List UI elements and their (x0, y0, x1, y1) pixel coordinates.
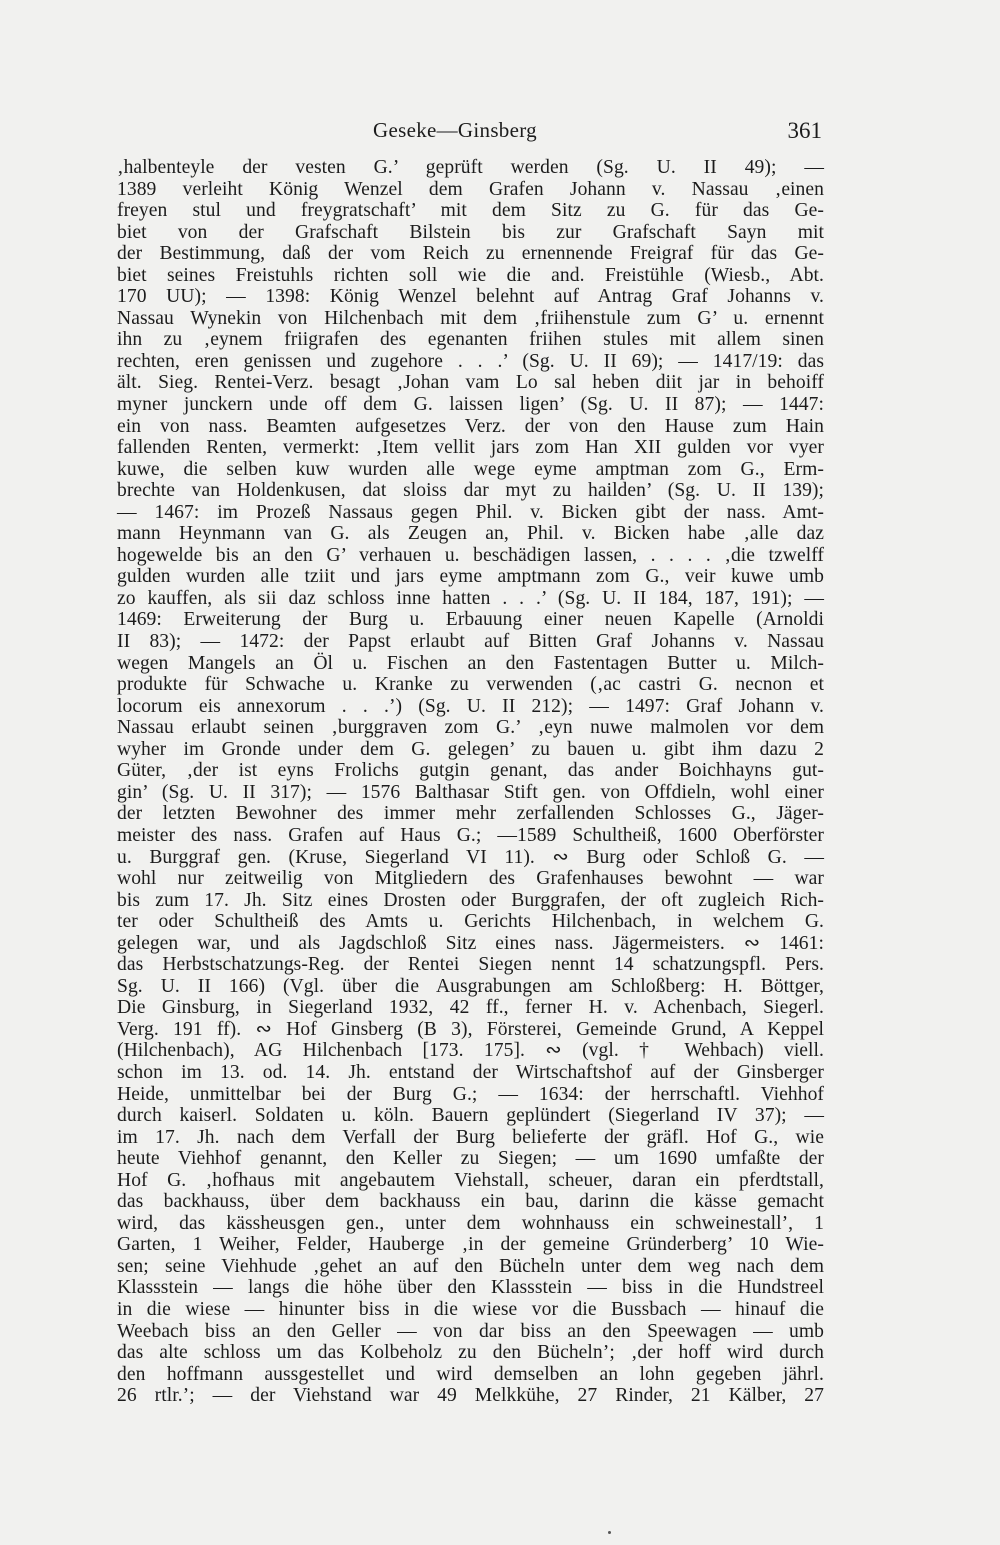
text-line: kuwe, die selben kuw wurden alle wege eyme amptman zom G., Erm- (117, 458, 824, 480)
page-number: 361 (787, 118, 822, 143)
text-line: 170 UU); — 1398: König Wenzel belehnt auf Antrag Graf Johanns v. (117, 286, 824, 308)
text-line: 26 rtlr.’; — der Viehstand war 49 Melkkühe, 27 Rinder, 21 Kälber, 27 (117, 1385, 824, 1407)
text-line: Hof G. ‚hofhaus mit angebautem Viehstall, scheuer, daran ein pferdtstall, (117, 1169, 824, 1191)
text-line: schon im 13. od. 14. Jh. entstand der Wirtschaftshof auf der Ginsberger (117, 1061, 824, 1083)
text-line: heute Viehhof genannt, den Keller zu Siegen; — um 1690 umfaßte der (117, 1148, 824, 1170)
text-line: Nassau erlaubt seinen ‚burggraven zom G.’ ‚eyn nuwe malmolen vor dem (117, 717, 824, 739)
text-line: mann Heynmann van G. als Zeugen an, Phil. v. Bicken habe ‚alle daz (117, 523, 824, 545)
text-line: — 1467: im Prozeß Nassaus gegen Phil. v. Bicken gibt der nass. Amt- (117, 501, 824, 523)
text-line: 1389 verleiht König Wenzel dem Grafen Johann v. Nassau ‚einen (117, 178, 824, 200)
text-line: Güter, ‚der ist eyns Frolichs gutgin genant, das ander Boichhayns gut- (117, 760, 824, 782)
running-head: Geseke—Ginsberg (373, 118, 537, 142)
text-line: das backhauss, über dem backhauss ein bau, darinn die kässe gemacht (117, 1191, 824, 1213)
text-line: wohl nur zeitweilig von Mitgliedern des Grafenhauses bewohnt — war (117, 868, 824, 890)
text-line: in die wiese — hinunter biss in die wiese vor die Bussbach — hinauf die (117, 1298, 824, 1320)
text-line: gin’ (Sg. U. II 317); — 1576 Balthasar Stift gen. von Offdieln, wohl einer (117, 781, 824, 803)
text-line: Klassstein — langs die höhe über den Klassstein — biss in die Hundstreel (117, 1277, 824, 1299)
text-line: 1469: Erweiterung der Burg u. Erbauung einer neuen Kapelle (Arnoldi (117, 609, 824, 631)
text-line: ält. Sieg. Rentei-Verz. besagt ‚Johan vam Lo sal heben diit jar in behoiff (117, 372, 824, 394)
text-line: Verg. 191 ff). ∾ Hof Ginsberg (B 3), Försterei, Gemeinde Grund, A Keppel (117, 1018, 824, 1040)
text-line: Sg. U. II 166) (Vgl. über die Ausgrabungen am Schloßberg: H. Böttger, (117, 975, 824, 997)
text-line: wegen Mangels an Öl u. Fischen an den Fastentagen Butter u. Milch- (117, 652, 824, 674)
text-line: Die Ginsburg, in Siegerland 1932, 42 ff., ferner H. v. Achenbach, Siegerl. (117, 997, 824, 1019)
text-line: rechten, eren genissen und zugehore . . .’ (Sg. U. II 69); — 1417/19: das (117, 350, 824, 372)
text-line: das alte schloss um das Kolbeholz zu den Bücheln’; ‚der hoff wird durch (117, 1342, 824, 1364)
text-line: II 83); — 1472: der Papst erlaubt auf Bitten Graf Johanns v. Nassau (117, 631, 824, 653)
text-line: brechte van Holdenkusen, dat sloiss dar myt zu hailden’ (Sg. U. II 139); (117, 480, 824, 502)
text-line: im 17. Jh. nach dem Verfall der Burg belieferte der gräfl. Hof G., wie (117, 1126, 824, 1148)
text-line: ihn zu ‚eynem friigrafen des egenanten friihen stules mit allem sinen (117, 329, 824, 351)
text-line: (Hilchenbach), AG Hilchenbach [173. 175]. ∾ (vgl. † Wehbach) viell. (117, 1040, 824, 1062)
text-line: ‚halbenteyle der vesten G.’ geprüft werden (Sg. U. II 49); — (117, 157, 824, 178)
text-line: Weebach biss an den Geller — von dar biss an den Speewagen — umb (117, 1320, 824, 1342)
text-line: den hoffmann aussgestellet und wird demselben an lohn gegeben jährl. (117, 1363, 824, 1385)
text-line: Nassau Wynekin von Hilchenbach mit dem ‚friihenstule zum G’ u. ernennt (117, 307, 824, 329)
text-line: hogewelde bis an den G’ verhauen u. beschädigen lassen, . . . . ‚die tzwelff (117, 544, 824, 566)
text-line: myner junckern unde off dem G. laissen ligen’ (Sg. U. II 87); — 1447: (117, 394, 824, 416)
text-line: bis zum 17. Jh. Sitz eines Drosten oder Burggrafen, der oft zugleich Rich- (117, 889, 824, 911)
text-line: Heide, unmittelbar bei der Burg G.; — 1634: der herrschaftl. Viehhof (117, 1083, 824, 1105)
text-line: das Herbstschatzungs-Reg. der Rentei Siegen nennt 14 schatzungspfl. Pers. (117, 954, 824, 976)
text-line: ein von nass. Beamten aufgesetzes Verz. der von den Hause zum Hain (117, 415, 824, 437)
text-line: gelegen war, und als Jagdschloß Sitz eines nass. Jägermeisters. ∾ 1461: (117, 932, 824, 954)
text-line: zo kauffen, als sii daz schloss inne hatten . . .’ (Sg. U. II 184, 187, 191); — (117, 587, 824, 609)
text-line: biet von der Grafschaft Bilstein bis zur Grafschaft Sayn mit (117, 221, 824, 243)
text-line: biet seines Freistuhls richten soll wie die and. Freistühle (Wiesb., Abt. (117, 264, 824, 286)
text-line: wyher im Gronde under dem G. gelegen’ zu bauen u. gibt ihm dazu 2 (117, 738, 824, 760)
body-text (117, 157, 824, 1407)
text-line: ter oder Schultheiß des Amts u. Gerichts Hilchenbach, in welchem G. (117, 911, 824, 933)
text-line: der Bestimmung, daß der vom Reich zu ernennende Freigraf für das Ge- (117, 243, 824, 265)
text-line: wird, das kässheusgen gen., unter dem wohnhauss ein schweinestall’, 1 (117, 1212, 824, 1234)
text-line: Garten, 1 Weiher, Felder, Hauberge ‚in der gemeine Gründerberg’ 10 Wie- (117, 1234, 824, 1256)
text-line: meister des nass. Grafen auf Haus G.; —1589 Schultheiß, 1600 Oberförster (117, 824, 824, 846)
text-line: sen; seine Viehhude ‚gehet an auf den Bücheln unter dem weg nach dem (117, 1255, 824, 1277)
text-line: der letzten Bewohner des immer mehr zerfallenden Schlosses G., Jäger- (117, 803, 824, 825)
text-line: gulden wurden alle tziit und jars eyme amptmann zom G., veir kuwe umb (117, 566, 824, 588)
text-line: fallenden Renten, vermerkt: ‚Item vellit jars zom Han XII gulden vor vyer (117, 437, 824, 459)
text-line: durch kaiserl. Soldaten u. köln. Bauern geplündert (Siegerland IV 37); — (117, 1105, 824, 1127)
text-line: produkte für Schwache u. Kranke zu verwenden (‚ac castri G. necnon et (117, 674, 824, 696)
print-speck (608, 1531, 611, 1534)
text-line: locorum eis annexorum . . .’) (Sg. U. II 212); — 1497: Graf Johann v. (117, 695, 824, 717)
text-line: freyen stul und freygratschaft’ mit dem Sitz zu G. für das Ge- (117, 200, 824, 222)
text-line: u. Burggraf gen. (Kruse, Siegerland VI 11). ∾ Burg oder Schloß G. — (117, 846, 824, 868)
